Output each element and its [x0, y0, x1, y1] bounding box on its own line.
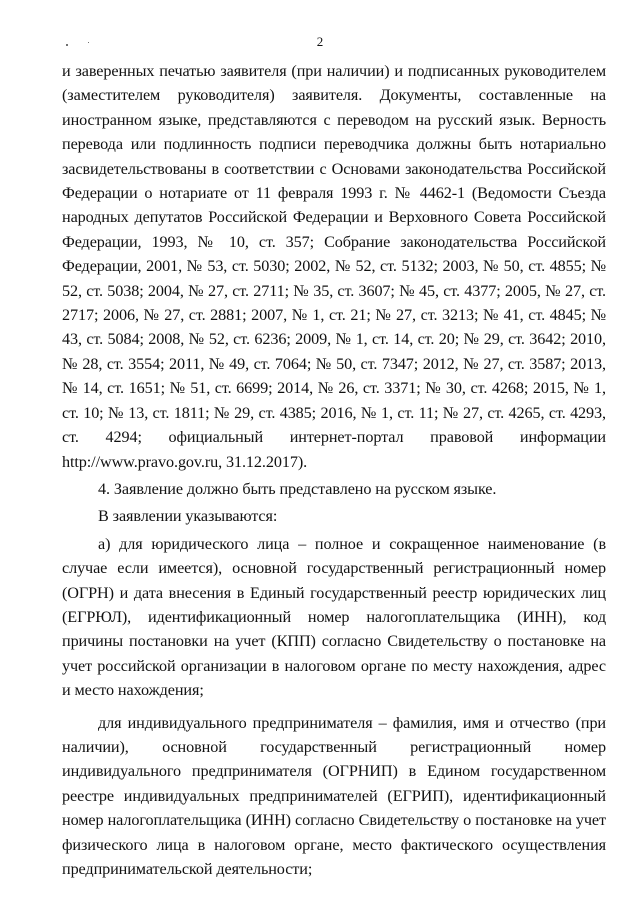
paragraph-entrepreneur: для индивидуального предпринимателя – фамилия, имя и отчество (при наличии), основной государственный регистрационный номер индивидуального предпринимателя (ОГРНИП) в Едином государственном реестре индивидуальных предпринимателей (ЕГРИП), идентификационный номер налогоплательщика (ИНН) согласно Свидетельству о постановке на учет физического лица в налоговом органе, место фактического осуществления предпринимательской деятельности; — [62, 713, 606, 878]
scan-speck — [66, 44, 68, 46]
paragraph-subitem-a: а) для юридического лица – полное и сокращенное наименование (в случае если имеется), основной государственный регистрационный номер (ОГРН) и дата внесения в Единый государственный реестр юридических лиц (ЕГРЮЛ), идентификационный номер налогоплательщика (ИНН), код причины постановки на учет (КПП) согласно Свидетельству о постановке на учет российской организации в налоговом органе по месту нахождения, адрес и место нахождения; — [62, 534, 606, 700]
page-number: 2 — [316, 34, 324, 49]
paragraph-continuation: и заверенных печатью заявителя (при наличии) и подписанных руководителем (заместителем руководителя) заявителя. Документы, составленные на иностранном языке, представляются с переводом на русский язык. Верность перевода или подлинность подписи переводчика должны быть нотариально засвидетельствованы в соответствии с Основами законодательства Российской Федерации о нотариате от 11 февраля 1993 г. № 4462-1 (Ведомости Съезда народных депутатов Российской Федерации и Верховного Совета Российской Федерации, 1993, № 10, ст. 357; Собрание законодательства Российской Федерации, 2001, № 53, ст. 5030; 2002, № 52, ст. 5132; 2003, № 50, ст. 4855; № 52, ст. 5038; 2004, № 27, ст. 2711; № 35, ст. 3607; № 45, ст. 4377; 2005, № 27, ст. 2717; 2006, № 27, ст. 2881; 2007, № 1, ст. 21; № 27, ст. 3213; № 41, ст. 4845; № 43, ст. 5084; 2008, № 52, ст. 6236; 2009, № 1, ст. 14, ст. 20; № 29, ст. 3642; 2010, № 28, ст. 3554; 2011, № 49, ст. 7064; № 50, ст. 7347; 2012, № 27, ст. 3587; 2013, № 14, ст. 1651; № 51, ст. 6699; 2014, № 26, ст. 3371; № 30, ст. 4268; 2015, № 1, ст. 10; № 13, ст. 1811; № 29, ст. 4385; 2016, № 1, ст. 11; № 27, ст. 4265, ст. 4293, ст. 4294; официальный интернет-портал правовой информации http://www.pravo.gov.ru, 31.12.2017). — [62, 62, 606, 471]
document-body — [62, 59, 606, 881]
paragraph-list-intro: В заявлении указываются: — [98, 507, 278, 526]
paragraph-item-4: 4. Заявление должно быть представлено на русском языке. — [98, 479, 497, 498]
scan-speck — [88, 42, 89, 43]
